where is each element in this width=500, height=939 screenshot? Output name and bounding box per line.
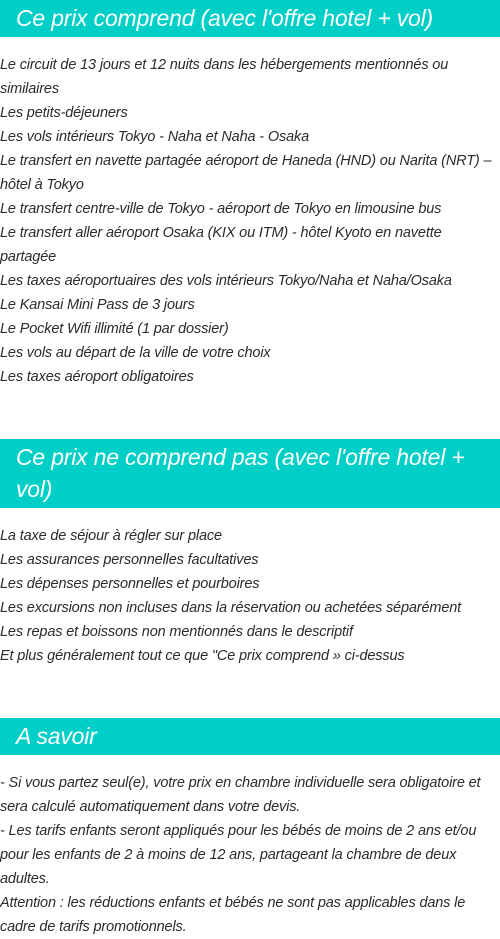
list-item: Le transfert aller aéroport Osaka (KIX ou ITM) - hôtel Kyoto en navette partagée xyxy=(0,225,442,265)
list-item: Le transfert centre-ville de Tokyo - aéroport de Tokyo en limousine bus xyxy=(0,201,442,217)
excludes-list xyxy=(0,524,500,668)
list-item: Les vols intérieurs Tokyo - Naha et Naha - Osaka xyxy=(0,129,309,145)
includes-list xyxy=(0,53,500,389)
list-item: Les dépenses personnelles et pourboires xyxy=(0,576,260,592)
list-item: Les excursions non incluses dans la réservation ou achetées séparément xyxy=(0,600,462,616)
list-item: Le circuit de 13 jours et 12 nuits dans les hébergements mentionnés ou similaires xyxy=(0,57,449,97)
list-item: Le transfert en navette partagée aéroport de Haneda (HND) ou Narita (NRT) – hôtel à Tokyo xyxy=(0,153,492,193)
list-item: La taxe de séjour à régler sur place xyxy=(0,528,222,544)
list-item: Les petits-déjeuners xyxy=(0,105,128,121)
includes-section-title: Ce prix comprend (avec l'offre hotel + vol) xyxy=(0,0,500,37)
list-item: Les vols au départ de la ville de votre choix xyxy=(0,345,271,361)
list-item: Le Kansai Mini Pass de 3 jours xyxy=(0,297,195,313)
info-section-title: A savoir xyxy=(0,718,500,755)
list-item: Le Pocket Wifi illimité (1 par dossier) xyxy=(0,321,229,337)
list-item: Et plus généralement tout ce que "Ce prix comprend » ci-dessus xyxy=(0,648,405,664)
excludes-section-title: Ce prix ne comprend pas (avec l'offre hotel + vol) xyxy=(0,439,500,508)
list-item: Les assurances personnelles facultatives xyxy=(0,552,259,568)
list-item: Les taxes aéroport obligatoires xyxy=(0,369,194,385)
list-item: - Si vous partez seul(e), votre prix en chambre individuelle sera obligatoire et sera calculé automatiquement dans votre devis. xyxy=(0,775,481,815)
list-item: Les repas et boissons non mentionnés dans le descriptif xyxy=(0,624,353,640)
list-item: - Les tarifs enfants seront appliqués pour les bébés de moins de 2 ans et/ou pour les enfants de 2 à moins de 12 ans, partageant la chambre de deux adultes. xyxy=(0,823,477,887)
list-item: Attention : les réductions enfants et bébés ne sont pas applicables dans le cadre de tarifs promotionnels. xyxy=(0,895,466,935)
list-item: Les taxes aéroportuaires des vols intérieurs Tokyo/Naha et Naha/Osaka xyxy=(0,273,452,289)
info-list xyxy=(0,771,500,939)
